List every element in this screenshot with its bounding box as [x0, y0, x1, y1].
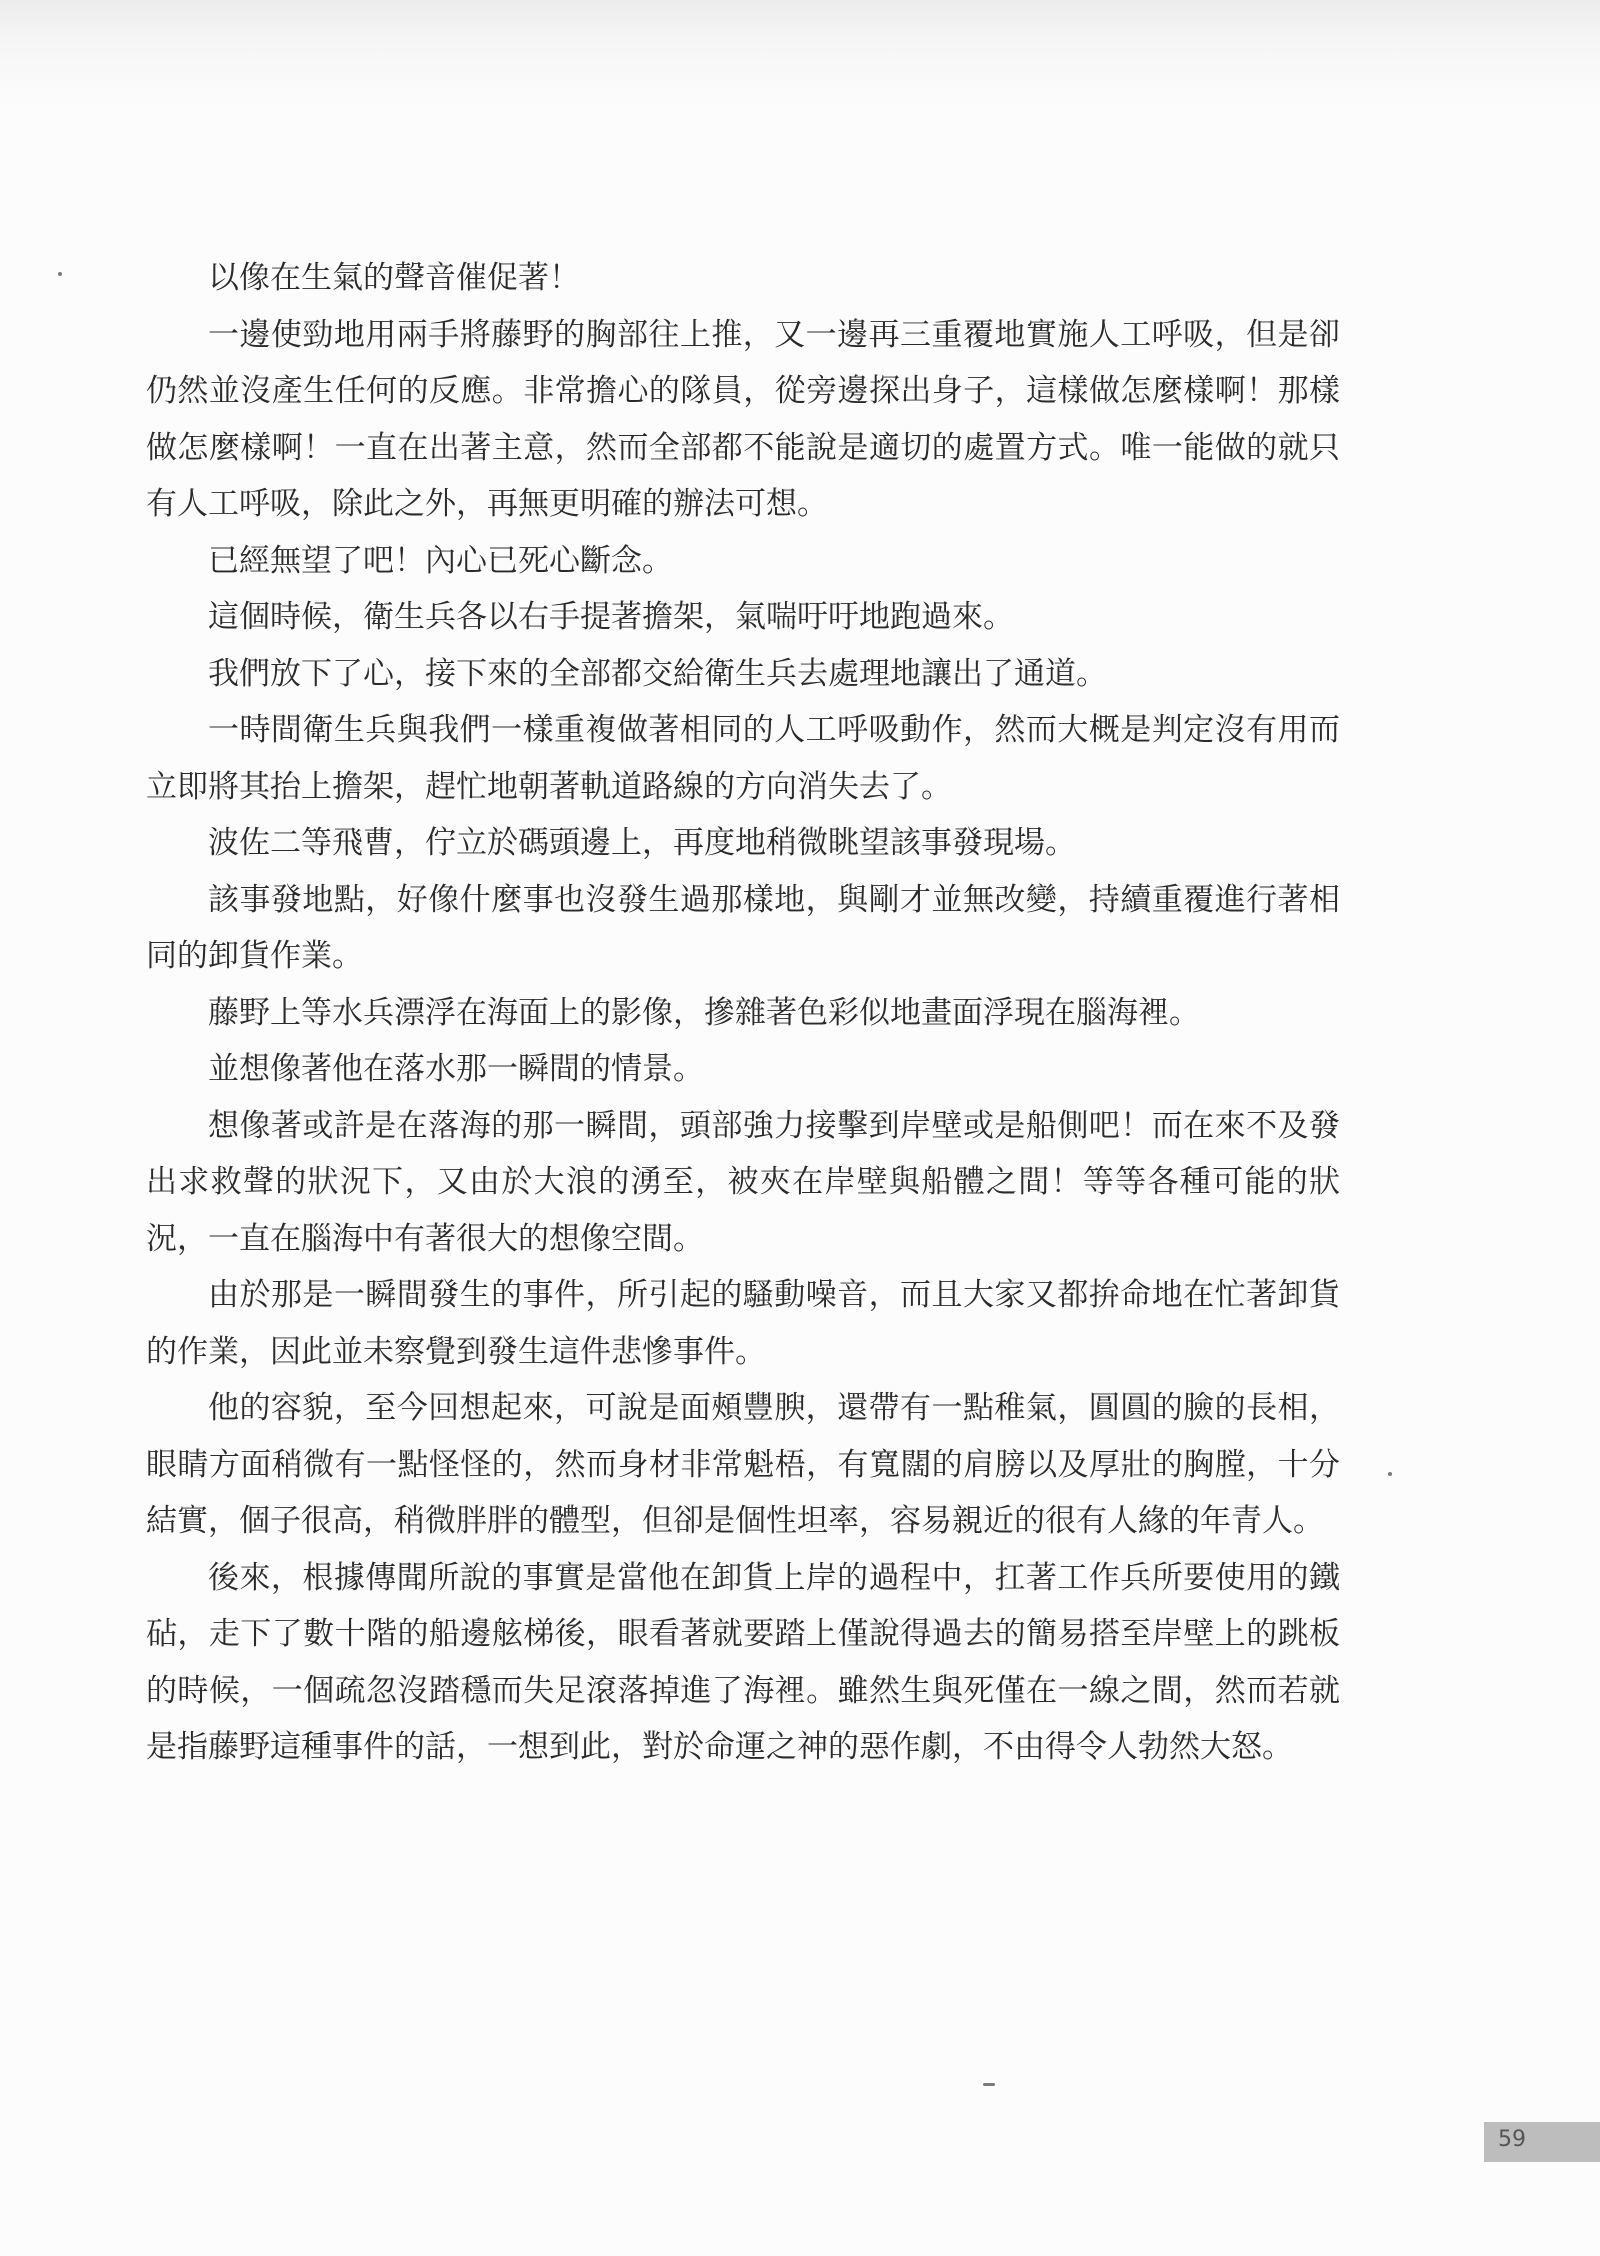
paragraph: 這個時候，衛生兵各以右手提著擔架，氣喘吁吁地跑過來。	[208, 599, 1014, 635]
paragraph: 波佐二等飛曹，佇立於碼頭邊上，再度地稍微眺望該事發現場。	[208, 825, 1076, 861]
paragraph: 想像著或許是在落海的那一瞬間，頭部強力接擊到岸壁或是船側吧！而在來不及發出求救聲的狀況下，又由於大浪的湧至，被夾在岸壁與船體之間！等等各種可能的狀況，一直在腦海中有著很大的想像空間。	[146, 1107, 1340, 1257]
paragraph: 一時間衛生兵與我們一樣重複做著相同的人工呼吸動作，然而大概是判定沒有用而立即將其抬上擔架，趕忙地朝著軌道路線的方向消失去了。	[146, 712, 1340, 805]
page-number-tab	[1484, 2122, 1600, 2162]
scan-speck	[1388, 1472, 1392, 1476]
paragraph: 以像在生氣的聲音催促著！	[208, 260, 580, 296]
paragraph: 藤野上等水兵漂浮在海面上的影像，摻雜著色彩似地畫面浮現在腦海裡。	[208, 994, 1200, 1031]
body-text	[146, 250, 1340, 1776]
paragraph: 並想像著他在落水那一瞬間的情景。	[208, 1051, 704, 1087]
paragraph: 由於那是一瞬間發生的事件，所引起的騷動噪音，而且大家又都拚命地在忙著卸貨的作業，因此並未察覺到發生這件悲慘事件。	[146, 1277, 1340, 1370]
paragraph: 我們放下了心，接下來的全部都交給衛生兵去處理地讓出了通道。	[208, 655, 1107, 692]
paragraph: 後來，根據傳聞所說的事實是當他在卸貨上岸的過程中，扛著工作兵所要使用的鐵砧，走下了數十階的船邊舷梯後，眼看著就要踏上僅說得過去的簡易搭至岸壁上的跳板的時候，一個疏忽沒踏穩而失足滾落掉進了海裡。雖然生與死僅在一線之間，然而若就是指藤野這種事件的話，一想到此，對於命運之神的惡作劇，不由得令人勃然大怒。	[146, 1559, 1340, 1765]
paragraph: 他的容貌，至今回想起來，可說是面頰豐腴，還帶有一點稚氣，圓圓的臉的長相，眼睛方面稍微有一點怪怪的，然而身材非常魁梧，有寬闊的肩膀以及厚壯的胸膛，十分結實，個子很高，稍微胖胖的體型，但卻是個性坦率，容易親近的很有人緣的年青人。	[146, 1390, 1340, 1539]
scan-shadow	[0, 0, 1600, 110]
paragraph: 一邊使勁地用兩手將藤野的胸部往上推，又一邊再三重覆地實施人工呼吸，但是卻仍然並沒產生任何的反應。非常擔心的隊員，從旁邊探出身子，這樣做怎麼樣啊！那樣做怎麼樣啊！一直在出著主意，然而全部都不能說是適切的處置方式。唯一能做的就只有人工呼吸，除此之外，再無更明確的辦法可想。	[146, 316, 1340, 522]
page-number: 59	[1498, 2127, 1526, 2152]
paragraph: 該事發地點，好像什麼事也沒發生過那樣地，與剛才並無改變，持續重覆進行著相同的卸貨作業。	[146, 881, 1340, 974]
paragraph: 已經無望了吧！內心已死心斷念。	[208, 542, 673, 579]
scan-speck	[983, 2083, 995, 2086]
scan-speck	[58, 272, 62, 276]
